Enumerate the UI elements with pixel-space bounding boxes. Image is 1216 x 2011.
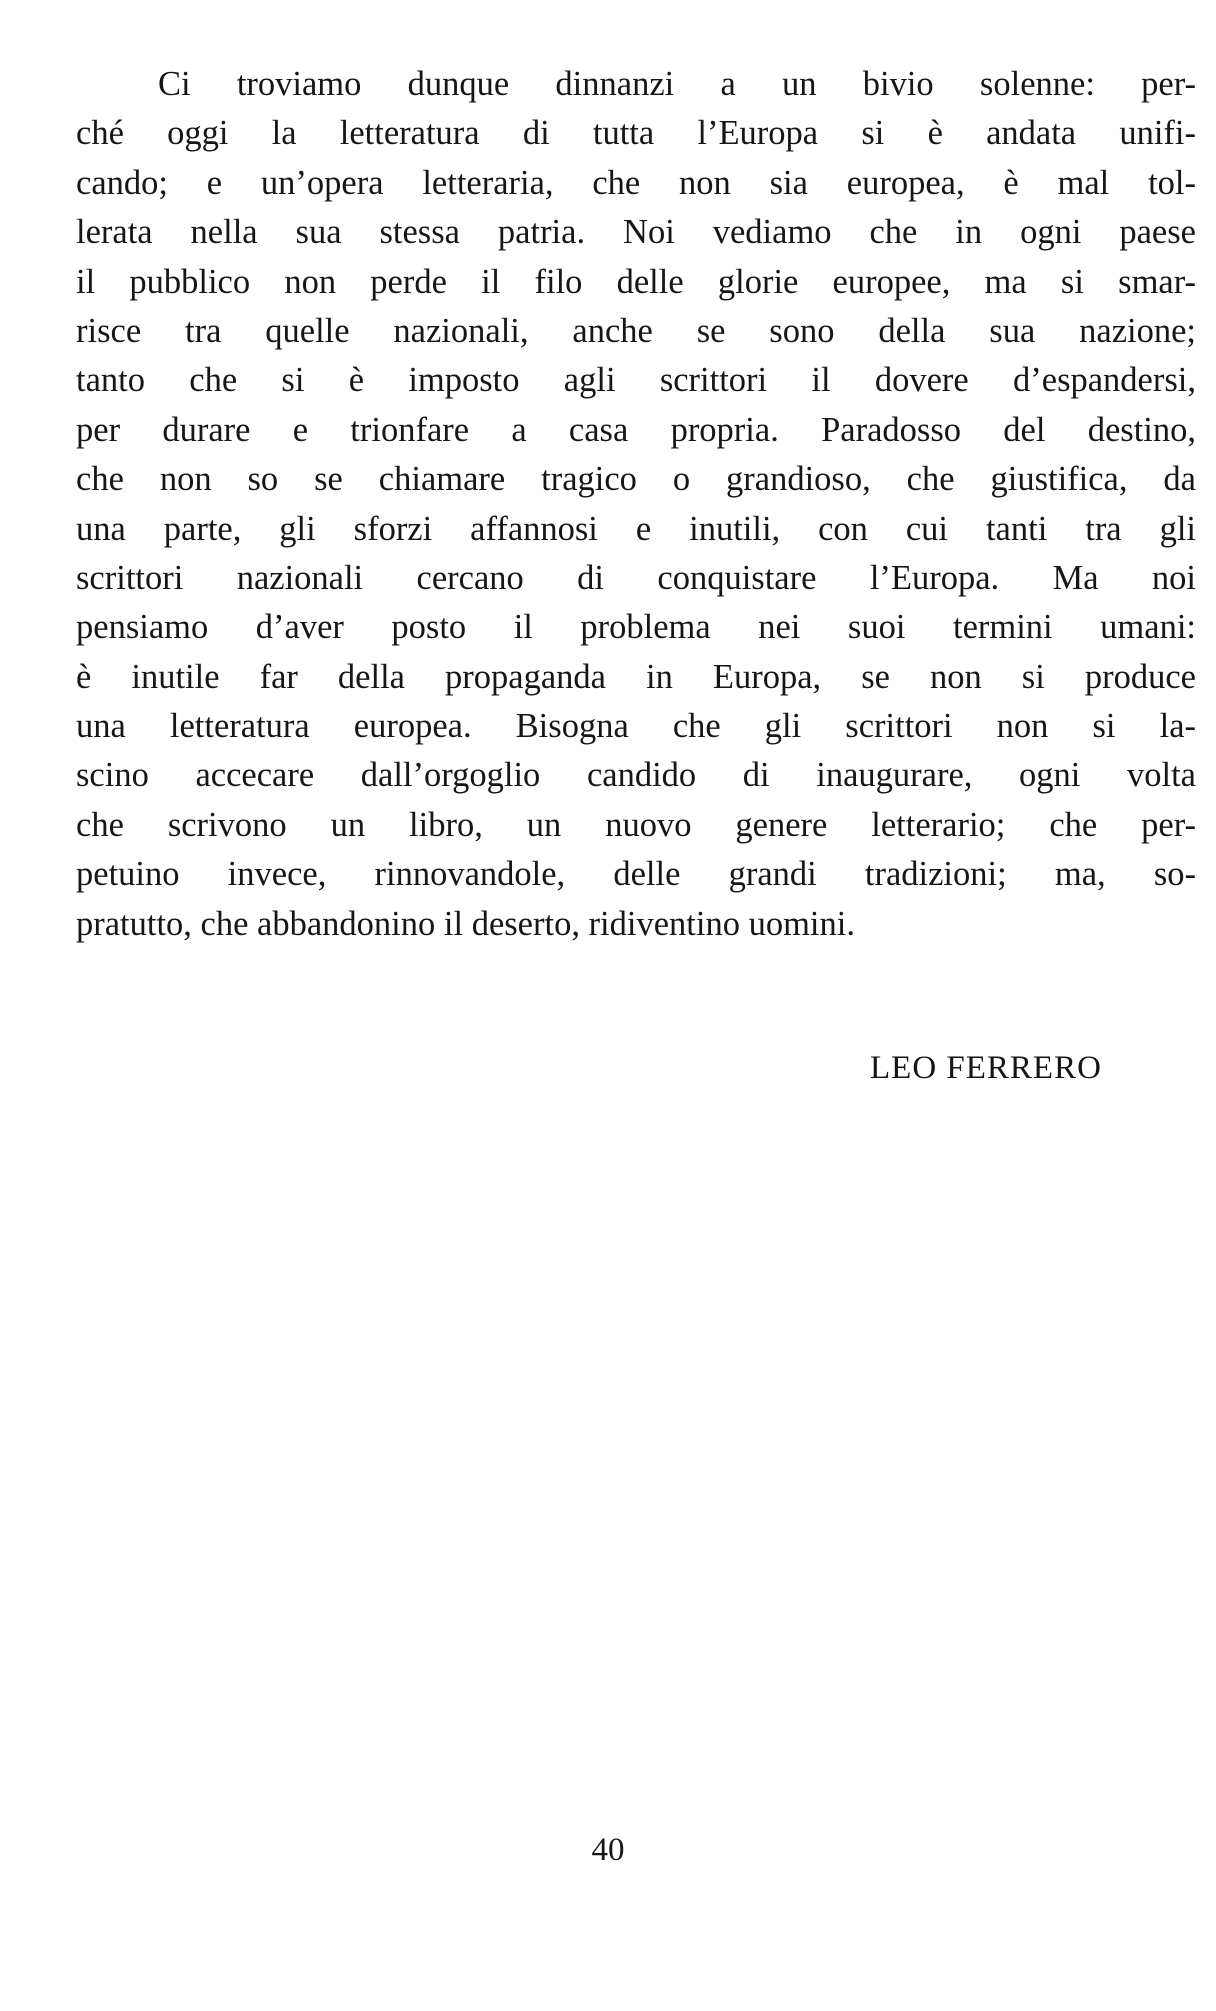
page-number: 40 xyxy=(591,1832,625,1868)
text-line: una letteratura europea. Bisogna che gli scrittori non si la- xyxy=(76,707,1196,746)
text-line: risce tra quelle nazionali, anche se sono della sua nazione; xyxy=(76,311,1196,350)
text-line: cando; e un’opera letteraria, che non sia europea, è mal tol- xyxy=(76,163,1196,202)
text-line: il pubblico non perde il filo delle glorie europee, ma si smar- xyxy=(76,262,1196,301)
body-paragraph xyxy=(76,60,1196,949)
text-line: che scrivono un libro, un nuovo genere letterario; che per- xyxy=(76,805,1196,844)
text-line: una parte, gli sforzi affannosi e inutili, con cui tanti tra gli xyxy=(76,509,1196,548)
text-line: per durare e trionfare a casa propria. Paradosso del destino, xyxy=(76,410,1196,449)
text-line: lerata nella sua stessa patria. Noi vediamo che in ogni paese xyxy=(76,213,1196,252)
text-line: ché oggi la letteratura di tutta l’Europa si è andata unifi- xyxy=(76,114,1196,153)
author-signature: LEO FERRERO xyxy=(870,1050,1102,1086)
text-line: è inutile far della propaganda in Europa, se non si produce xyxy=(76,657,1196,696)
text-line: pensiamo d’aver posto il problema nei suoi termini umani: xyxy=(76,608,1196,647)
text-line: Ci troviamo dunque dinnanzi a un bivio solenne: per- xyxy=(158,65,1196,103)
text-line: scino accecare dall’orgoglio candido di inaugurare, ogni volta xyxy=(76,756,1196,795)
text-line: pratutto, che abbandonino il deserto, ridiventino uomini. xyxy=(76,904,855,943)
text-line: tanto che si è imposto agli scrittori il dovere d’espandersi, xyxy=(76,361,1196,400)
text-line: che non so se chiamare tragico o grandioso, che giustifica, da xyxy=(76,460,1196,499)
text-line: scrittori nazionali cercano di conquistare l’Europa. Ma noi xyxy=(76,558,1196,597)
text-line: petuino invece, rinnovandole, delle grandi tradizioni; ma, so- xyxy=(76,855,1196,894)
